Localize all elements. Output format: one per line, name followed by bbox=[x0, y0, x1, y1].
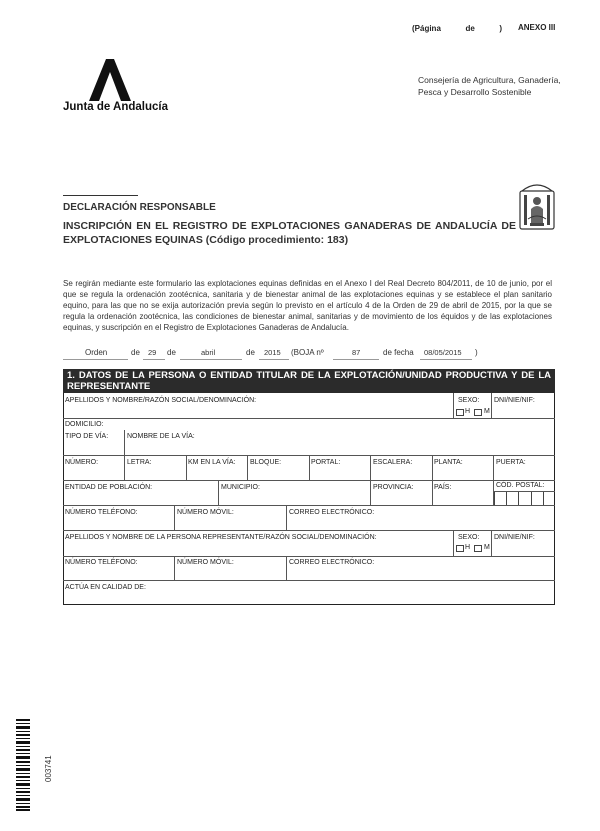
row-divider bbox=[63, 480, 555, 481]
row-divider bbox=[63, 505, 555, 506]
orden-label: Orden bbox=[85, 348, 108, 357]
domicilio-label: DOMICILIO: bbox=[65, 421, 104, 428]
col-divider bbox=[453, 393, 454, 418]
col-divider bbox=[286, 556, 287, 580]
nombre-via-field[interactable]: NOMBRE DE LA VÍA: bbox=[127, 433, 195, 440]
apellidos-field[interactable]: APELLIDOS Y NOMBRE/RAZÓN SOCIAL/DENOMINACIÓN: bbox=[65, 397, 257, 404]
bloque-field[interactable]: BLOQUE: bbox=[250, 459, 282, 466]
planta-field[interactable]: PLANTA: bbox=[434, 459, 463, 466]
col-divider bbox=[218, 480, 219, 505]
year-underline bbox=[259, 359, 289, 360]
title-rule bbox=[63, 195, 138, 196]
col-divider bbox=[432, 480, 433, 505]
fecha-label: de fecha bbox=[383, 348, 414, 357]
pais-field[interactable]: PAÍS: bbox=[434, 484, 452, 491]
apellidos-rep-field[interactable]: APELLIDOS Y NOMBRE DE LA PERSONA REPRESENTANTE/RAZÓN SOCIAL/DENOMINACIÓN: bbox=[65, 534, 377, 541]
boja-date: 08/05/2015 bbox=[424, 348, 462, 357]
consejeria-line2: Pesca y Desarrollo Sostenible bbox=[418, 87, 532, 97]
intro-paragraph: Se regirán mediante este formulario las explotaciones equinas definidas en el Anexo I del Real Decreto 804/2011, de 10 de junio, por el que se regula la ordenación zootécnica, sanitaria y de bienestar animal de las explotaciones equinas y se establece el plan sanitario equino, para las que no se exija autorización previa según lo previsto en el artículo 4 de la Orden de 29 de abril de 2015, por la que se regula la ordenación zootécnica, las condiciones de bienestar animal, sanitarias y de movimiento de los équidos y de las explotaciones equinas, y suscripción en el Registro de Explotaciones Ganaderas de Andalucía. bbox=[63, 279, 552, 332]
col-divider bbox=[174, 556, 175, 580]
numero-field[interactable]: NÚMERO: bbox=[65, 459, 99, 466]
col-divider bbox=[309, 455, 310, 480]
dni-rep-field[interactable]: DNI/NIE/NIF: bbox=[494, 534, 535, 541]
cod-postal-input[interactable] bbox=[494, 491, 555, 505]
municipio-field[interactable]: MUNICIPIO: bbox=[221, 484, 260, 491]
sexo-m-label: M bbox=[484, 408, 490, 415]
col-divider bbox=[247, 455, 248, 480]
sexo-h-label: H bbox=[465, 408, 471, 415]
consejeria-line1: Consejería de Agricultura, Ganadería, bbox=[418, 75, 561, 85]
document-title: INSCRIPCIÓN EN EL REGISTRO DE EXPLOTACIONES GANADERAS DE ANDALUCÍA DE EXPLOTACIONES EQUINAS (Código procedimiento: 183) bbox=[63, 220, 516, 246]
logo-text: Junta de Andalucía bbox=[63, 101, 169, 113]
fecha-underline bbox=[420, 359, 472, 360]
sexo-label: SEXO: bbox=[458, 397, 480, 404]
sexo-rep-h-label: H bbox=[465, 544, 471, 551]
telefono-rep-field[interactable]: NÚMERO TELÉFONO: bbox=[65, 559, 138, 566]
col-divider bbox=[493, 455, 494, 480]
letra-field[interactable]: LETRA: bbox=[127, 459, 152, 466]
month-underline bbox=[180, 359, 242, 360]
col-divider bbox=[124, 455, 125, 480]
page-open: (Página bbox=[412, 24, 441, 33]
annex-label: ANEXO III bbox=[518, 23, 556, 32]
sexo-h-checkbox[interactable] bbox=[456, 409, 464, 416]
postal-cell bbox=[518, 491, 530, 505]
day-underline bbox=[143, 359, 165, 360]
puerta-field[interactable]: PUERTA: bbox=[496, 459, 526, 466]
orden-de1: de bbox=[131, 348, 140, 357]
col-divider bbox=[432, 455, 433, 480]
col-divider bbox=[174, 505, 175, 530]
movil-field[interactable]: NÚMERO MÓVIL: bbox=[177, 509, 234, 516]
escalera-field[interactable]: ESCALERA: bbox=[373, 459, 413, 466]
tipo-via-field[interactable]: TIPO DE VÍA: bbox=[65, 433, 109, 440]
declaration-heading: DECLARACIÓN RESPONSABLE bbox=[63, 202, 216, 213]
consejeria bbox=[418, 74, 561, 98]
col-divider bbox=[370, 455, 371, 480]
col-divider bbox=[491, 530, 492, 556]
col-divider bbox=[370, 480, 371, 505]
col-divider bbox=[186, 455, 187, 480]
col-divider bbox=[124, 430, 125, 455]
postal-cell bbox=[494, 491, 506, 505]
provincia-field[interactable]: PROVINCIA: bbox=[373, 484, 414, 491]
sexo-rep-h-checkbox[interactable] bbox=[456, 545, 464, 552]
dni-field[interactable]: DNI/NIE/NIF: bbox=[494, 397, 535, 404]
orden-month: abril bbox=[201, 348, 216, 357]
page-counter bbox=[412, 24, 502, 33]
postal-cell bbox=[531, 491, 543, 505]
document-number: 003741 bbox=[44, 755, 53, 782]
km-field[interactable]: KM EN LA VÍA: bbox=[188, 459, 236, 466]
portal-field[interactable]: PORTAL: bbox=[311, 459, 341, 466]
sexo-rep-label: SEXO: bbox=[458, 534, 480, 541]
sexo-m-checkbox[interactable] bbox=[474, 409, 482, 416]
row-divider bbox=[63, 530, 555, 531]
orden-de2: de bbox=[167, 348, 176, 357]
postal-cell bbox=[543, 491, 555, 505]
sexo-rep-m-checkbox[interactable] bbox=[474, 545, 482, 552]
boja-underline bbox=[333, 359, 379, 360]
orden-close: ) bbox=[475, 348, 478, 357]
barcode-icon bbox=[16, 719, 42, 811]
orden-underline bbox=[63, 359, 128, 360]
boja-label: (BOJA nº bbox=[291, 348, 324, 357]
row-divider bbox=[63, 580, 555, 581]
orden-day: 29 bbox=[148, 348, 157, 357]
section1-title: 1. DATOS DE LA PERSONA O ENTIDAD TITULAR DE LA EXPLOTACIÓN/UNIDAD PRODUCTIVA Y DE LA REPRESENTANTE bbox=[63, 369, 555, 393]
cod-postal-label: CÓD. POSTAL: bbox=[496, 482, 545, 489]
telefono-field[interactable]: NÚMERO TELÉFONO: bbox=[65, 509, 138, 516]
row-divider bbox=[63, 418, 555, 419]
orden-year: 2015 bbox=[264, 348, 281, 357]
col-divider bbox=[453, 530, 454, 556]
postal-top-line bbox=[493, 491, 555, 492]
actua-field[interactable]: ACTÚA EN CALIDAD DE: bbox=[65, 584, 146, 591]
correo-field[interactable]: CORREO ELECTRÓNICO: bbox=[289, 509, 375, 516]
orden-de3: de bbox=[246, 348, 255, 357]
col-divider bbox=[491, 393, 492, 418]
postal-cell bbox=[506, 491, 518, 505]
col-divider bbox=[286, 505, 287, 530]
page-close: ) bbox=[499, 24, 502, 33]
boja-number: 87 bbox=[352, 348, 361, 357]
movil-rep-field[interactable]: NÚMERO MÓVIL: bbox=[177, 559, 234, 566]
andalucia-emblem-icon bbox=[518, 179, 556, 231]
entidad-field[interactable]: ENTIDAD DE POBLACIÓN: bbox=[65, 484, 153, 491]
correo-rep-field[interactable]: CORREO ELECTRÓNICO: bbox=[289, 559, 375, 566]
row-divider bbox=[63, 556, 555, 557]
sexo-rep-m-label: M bbox=[484, 544, 490, 551]
page-of: de bbox=[465, 24, 475, 33]
